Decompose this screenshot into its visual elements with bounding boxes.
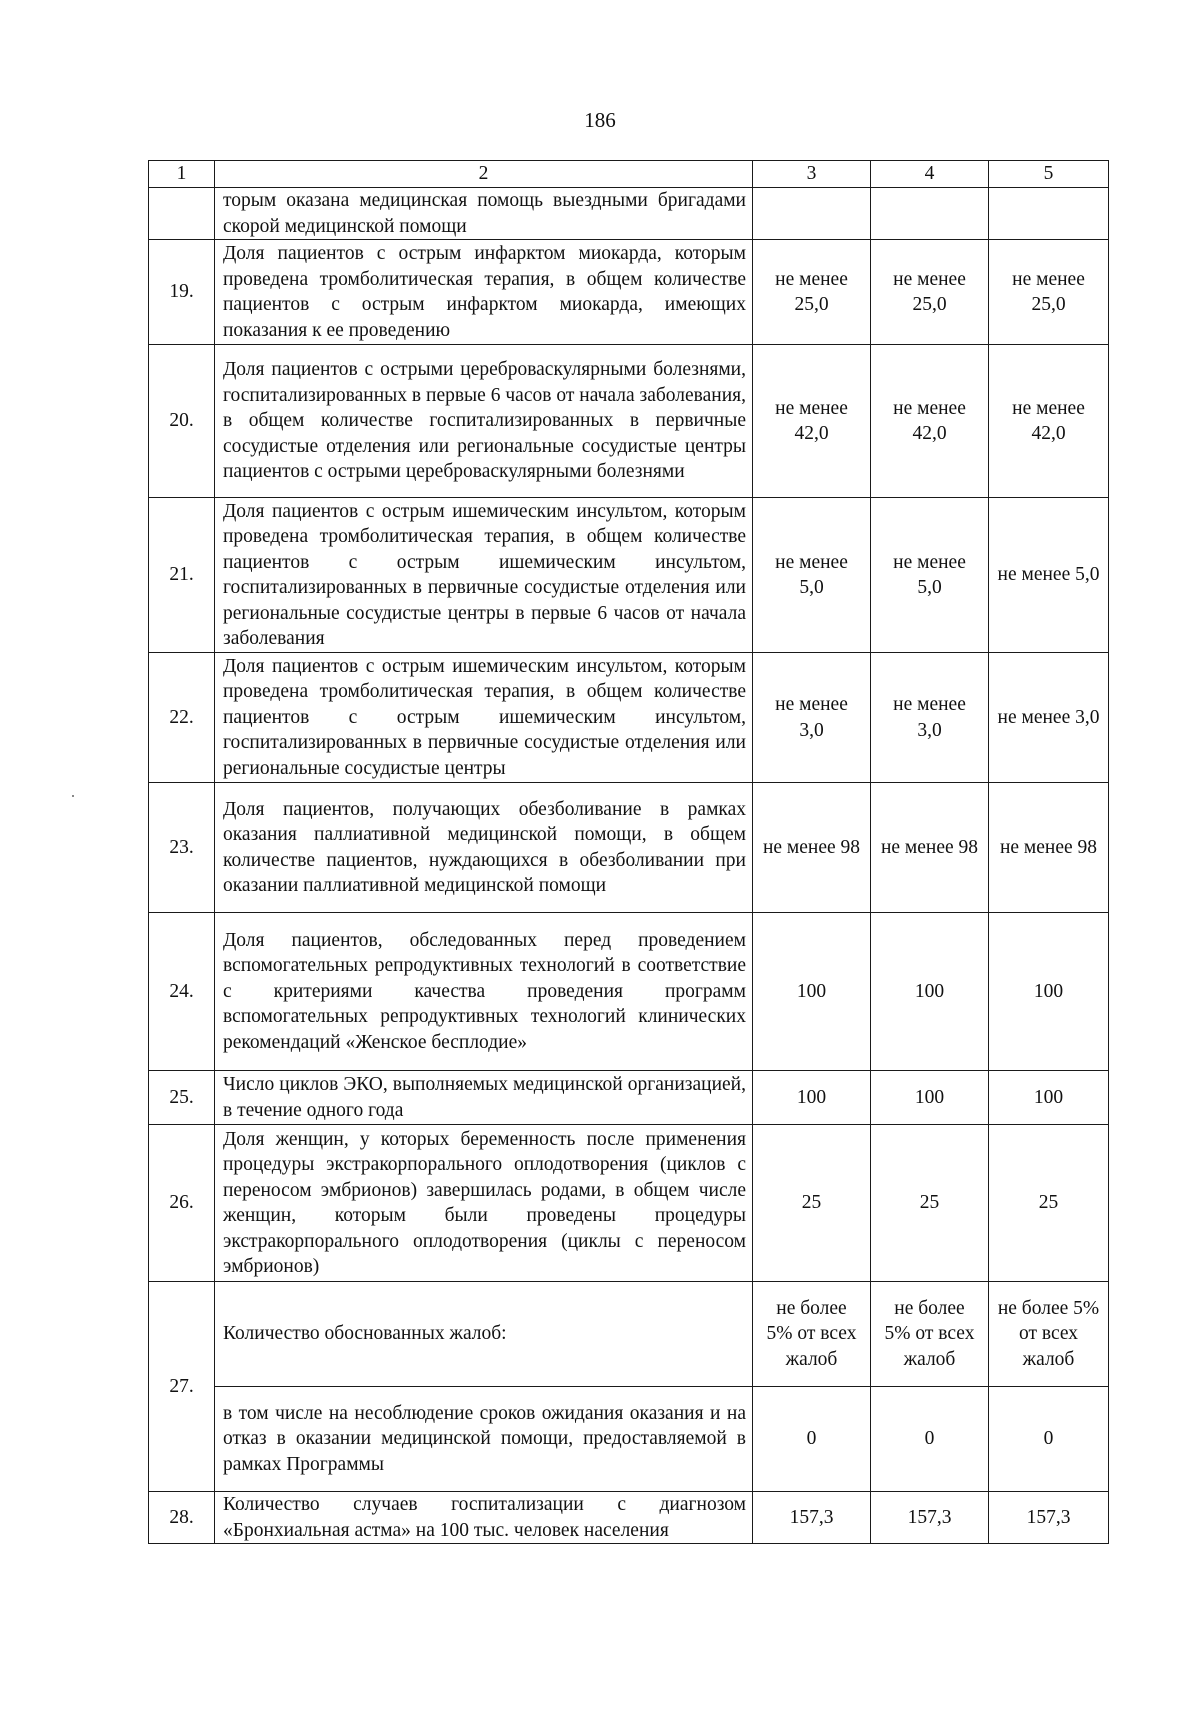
- row-value-col5: 0: [989, 1387, 1109, 1492]
- table-header-row: [149, 161, 1109, 188]
- indicators-table: [148, 160, 1109, 1544]
- header-col-1: 1: [149, 161, 215, 188]
- header-col-3: 3: [753, 161, 871, 188]
- row-value-col3: [753, 188, 871, 240]
- row-value-col4: 25: [871, 1125, 989, 1282]
- header-col-4: 4: [871, 161, 989, 188]
- row-value-col4: не менее 3,0: [871, 653, 989, 783]
- row-value-col4: 157,3: [871, 1492, 989, 1544]
- row-value-col3: не менее 98: [753, 783, 871, 913]
- table-row: [149, 188, 1109, 240]
- table-row: [149, 1387, 1109, 1492]
- row-value-col5: не менее 5,0: [989, 498, 1109, 653]
- row-description: Доля пациентов, получающих обезболивание в рамках оказания паллиативной медицинской помощи, в общем количестве пациентов, нуждающихся в обезболивании при оказании паллиативной медицинской помощи: [215, 783, 753, 913]
- row-description: Доля пациентов с острыми цереброваскулярными болезнями, госпитализированных в первые 6 часов от начала заболевания, в общем количестве госпитализированных в первичные сосудистые отделения или региональные сосудистые центры пациентов с острыми цереброваскулярными болезнями: [215, 345, 753, 498]
- row-value-col3: 100: [753, 913, 871, 1071]
- row-value-col4: 0: [871, 1387, 989, 1492]
- row-number: 20.: [149, 345, 215, 498]
- row-number: 26.: [149, 1125, 215, 1282]
- row-number: 23.: [149, 783, 215, 913]
- row-value-col5: не менее 3,0: [989, 653, 1109, 783]
- row-value-col3: не менее 25,0: [753, 240, 871, 345]
- table-row: [149, 240, 1109, 345]
- row-value-col4: 100: [871, 1071, 989, 1125]
- scan-speck: [72, 795, 74, 797]
- row-value-col5: не менее 98: [989, 783, 1109, 913]
- row-description: Количество обоснованных жалоб:: [215, 1282, 753, 1387]
- table-row: [149, 1282, 1109, 1387]
- row-number: [149, 188, 215, 240]
- header-col-5: 5: [989, 161, 1109, 188]
- row-value-col3: не менее 42,0: [753, 345, 871, 498]
- row-value-col3: не менее 3,0: [753, 653, 871, 783]
- row-value-col5: не менее 25,0: [989, 240, 1109, 345]
- row-description: Доля пациентов с острым ишемическим инсультом, которым проведена тромболитическая терапия, в общем количестве пациентов с острым ишемическим инсультом, госпитализированных в первичные сосудистые отделения или региональные сосудистые центры в первые 6 часов от начала заболевания: [215, 498, 753, 653]
- row-value-col5: [989, 188, 1109, 240]
- row-value-col4: не менее 42,0: [871, 345, 989, 498]
- row-number: 21.: [149, 498, 215, 653]
- table-row: [149, 1071, 1109, 1125]
- table-row: [149, 913, 1109, 1071]
- row-value-col5: 157,3: [989, 1492, 1109, 1544]
- table-row: [149, 653, 1109, 783]
- row-value-col3: не менее 5,0: [753, 498, 871, 653]
- row-value-col5: 25: [989, 1125, 1109, 1282]
- row-value-col4: не менее 25,0: [871, 240, 989, 345]
- header-col-2: 2: [215, 161, 753, 188]
- row-value-col5: не более 5% от всех жалоб: [989, 1282, 1109, 1387]
- row-value-col5: не менее 42,0: [989, 345, 1109, 498]
- row-value-col5: 100: [989, 913, 1109, 1071]
- row-number: 19.: [149, 240, 215, 345]
- row-description: Число циклов ЭКО, выполняемых медицинской организацией, в течение одного года: [215, 1071, 753, 1125]
- row-value-col3: 25: [753, 1125, 871, 1282]
- row-value-col3: 100: [753, 1071, 871, 1125]
- row-number: 27.: [149, 1282, 215, 1492]
- row-number: 22.: [149, 653, 215, 783]
- table-row: [149, 498, 1109, 653]
- row-number: 24.: [149, 913, 215, 1071]
- row-value-col3: не более 5% от всех жалоб: [753, 1282, 871, 1387]
- row-value-col4: 100: [871, 913, 989, 1071]
- row-description: Количество случаев госпитализации с диагнозом «Бронхиальная астма» на 100 тыс. человек населения: [215, 1492, 753, 1544]
- table-row: [149, 1125, 1109, 1282]
- table-row: [149, 783, 1109, 913]
- row-description: Доля женщин, у которых беременность после применения процедуры экстракорпорального оплодотворения (циклов с переносом эмбрионов) завершилась родами, в общем числе женщин, которым были проведены процедуры экстракорпорального оплодотворения (циклы с переносом эмбрионов): [215, 1125, 753, 1282]
- row-value-col4: [871, 188, 989, 240]
- table-row: [149, 345, 1109, 498]
- row-value-col4: не менее 5,0: [871, 498, 989, 653]
- row-description: Доля пациентов с острым ишемическим инсультом, которым проведена тромболитическая терапия, в общем количестве пациентов с острым ишемическим инсультом, госпитализированных в первичные сосудистые отделения или региональные сосудистые центры: [215, 653, 753, 783]
- row-value-col3: 0: [753, 1387, 871, 1492]
- row-value-col4: не менее 98: [871, 783, 989, 913]
- row-number: 25.: [149, 1071, 215, 1125]
- page-number: 186: [584, 108, 616, 132]
- row-description: Доля пациентов с острым инфарктом миокарда, которым проведена тромболитическая терапия, в общем количестве пациентов с острым инфарктом миокарда, имеющих показания к ее проведению: [215, 240, 753, 345]
- row-value-col4: не более 5% от всех жалоб: [871, 1282, 989, 1387]
- row-value-col3: 157,3: [753, 1492, 871, 1544]
- row-description: Доля пациентов, обследованных перед проведением вспомогательных репродуктивных технологий в соответствие с критериями качества проведения программ вспомогательных репродуктивных технологий клинических рекомендаций «Женское бесплодие»: [215, 913, 753, 1071]
- row-value-col5: 100: [989, 1071, 1109, 1125]
- table-row: [149, 1492, 1109, 1544]
- row-number: 28.: [149, 1492, 215, 1544]
- row-description: в том числе на несоблюдение сроков ожидания оказания и на отказ в оказании медицинской помощи, предоставляемой в рамках Программы: [215, 1387, 753, 1492]
- row-description: торым оказана медицинская помощь выездными бригадами скорой медицинской помощи: [215, 188, 753, 240]
